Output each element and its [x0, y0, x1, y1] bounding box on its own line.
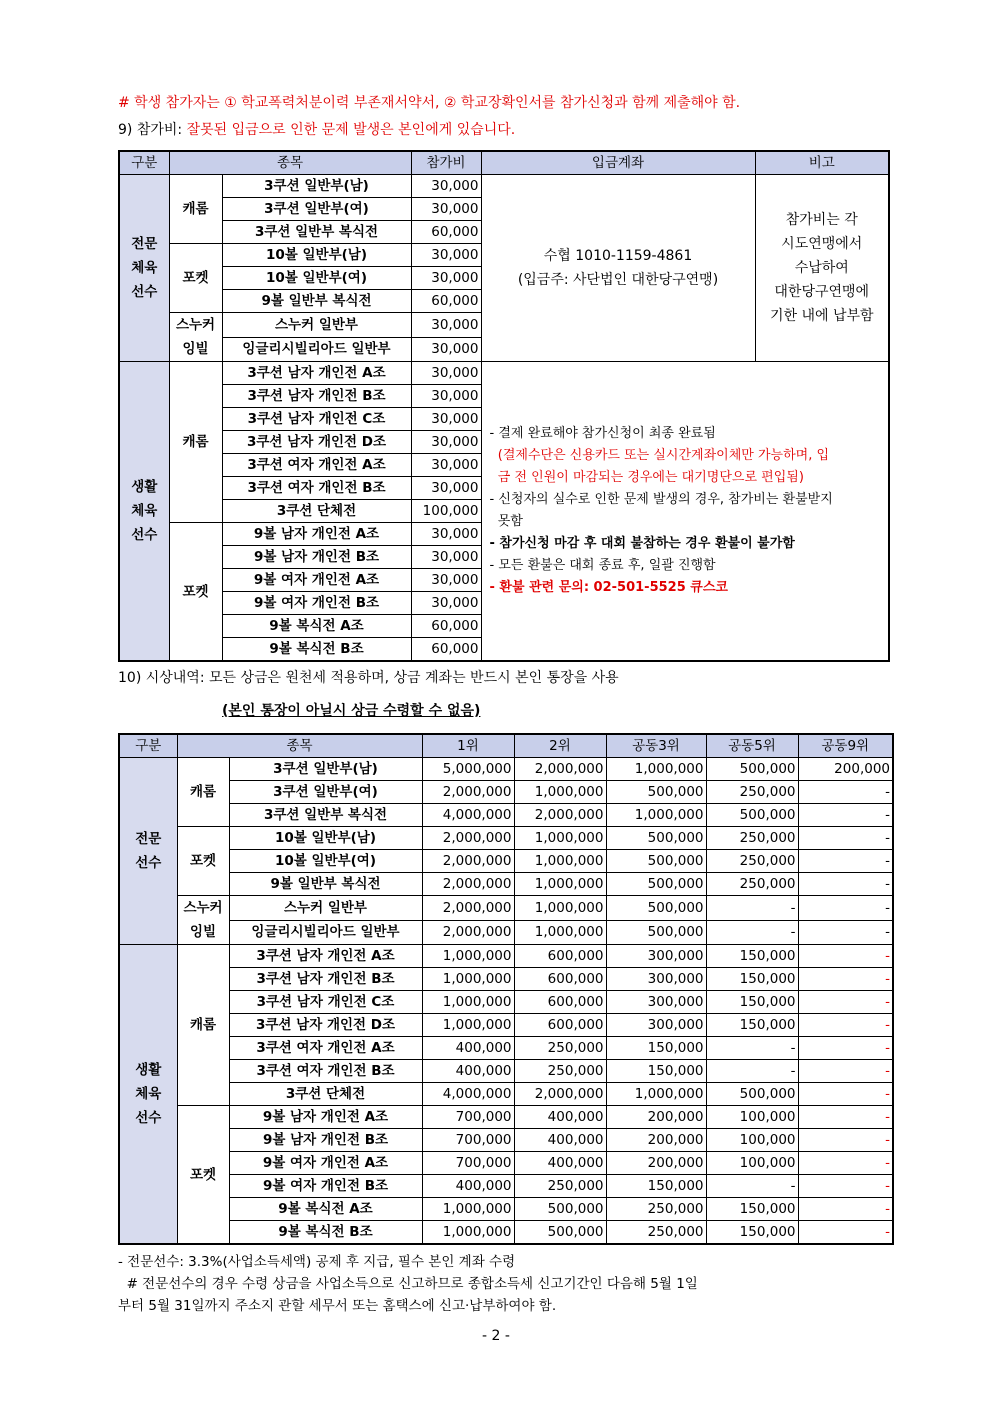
prize-header-fifth: 공동5위 — [706, 734, 798, 758]
fee-value: 30,000 — [411, 569, 481, 592]
prize-value: 500,000 — [514, 1198, 606, 1221]
prize-value: - — [798, 920, 893, 945]
table-row — [119, 1083, 893, 1106]
prize-value: 400,000 — [422, 1175, 514, 1198]
event-name: 3쿠션 남자 개인전 B조 — [229, 968, 422, 991]
prize-value: - — [798, 1221, 893, 1245]
prize-value: 200,000 — [606, 1129, 706, 1152]
prize-value: - — [798, 1083, 893, 1106]
prize-value: 1,000,000 — [422, 968, 514, 991]
table-row — [119, 781, 893, 804]
fee-value: 30,000 — [411, 313, 481, 338]
prize-value: 200,000 — [606, 1106, 706, 1129]
event-name: 3쿠션 여자 개인전 B조 — [222, 477, 411, 500]
prize-value: 500,000 — [606, 850, 706, 873]
prize-value: - — [798, 968, 893, 991]
event-name: 잉글리시빌리아드 일반부 — [229, 920, 422, 945]
prize-value: 300,000 — [606, 945, 706, 968]
table-row — [119, 991, 893, 1014]
prize-value: 5,000,000 — [422, 758, 514, 781]
prize-value: 150,000 — [706, 968, 798, 991]
prize-value: 100,000 — [706, 1106, 798, 1129]
prize-value: - — [798, 1106, 893, 1129]
event-name: 9볼 남자 개인전 B조 — [229, 1129, 422, 1152]
event-name: 10볼 일반부(남) — [222, 244, 411, 267]
prize-value: 1,000,000 — [514, 873, 606, 896]
table-row — [119, 1175, 893, 1198]
fee-table — [118, 150, 890, 662]
event-name: 3쿠션 여자 개인전 A조 — [222, 454, 411, 477]
prize-value: 1,000,000 — [422, 945, 514, 968]
event-name: 9볼 남자 개인전 B조 — [222, 546, 411, 569]
fee-label: 9) 참가비: — [118, 122, 183, 138]
prize-value: 250,000 — [706, 781, 798, 804]
pro-group-label: 전문 체육 선수 — [119, 175, 169, 362]
footer-note-2: # 전문선수의 경우 수령 상금을 사업소득으로 신고하므로 종합소득세 신고기간인 다음해 5월 1일 — [118, 1276, 698, 1292]
prize-value: 4,000,000 — [422, 1083, 514, 1106]
amateur-group-label: 생활 체육 선수 — [119, 945, 177, 1245]
prize-value: 200,000 — [606, 1152, 706, 1175]
prize-value: 400,000 — [514, 1152, 606, 1175]
footer-note-3: 부터 5월 31일까지 주소지 관할 세무서 또는 홈택스에 신고·납부하여야 함. — [118, 1298, 557, 1314]
fee-value: 60,000 — [411, 615, 481, 638]
prize-value: 250,000 — [706, 873, 798, 896]
fee-header-event: 종목 — [169, 151, 411, 175]
prize-value: 500,000 — [606, 873, 706, 896]
event-name: 9볼 여자 개인전 B조 — [229, 1175, 422, 1198]
event-name: 3쿠션 일반부(여) — [222, 198, 411, 221]
prize-value: 600,000 — [514, 1014, 606, 1037]
table-row — [119, 1221, 893, 1245]
prize-value: - — [706, 920, 798, 945]
prize-value: 400,000 — [422, 1060, 514, 1083]
prize-value: - — [798, 1175, 893, 1198]
prize-value: 1,000,000 — [514, 781, 606, 804]
table-row — [119, 896, 893, 921]
event-name: 3쿠션 여자 개인전 A조 — [229, 1037, 422, 1060]
prize-value: 500,000 — [606, 896, 706, 921]
prize-value: 2,000,000 — [422, 873, 514, 896]
prize-value: 250,000 — [706, 827, 798, 850]
table-row — [119, 1152, 893, 1175]
fee-value: 30,000 — [411, 362, 481, 385]
table-row — [119, 920, 893, 945]
event-name: 9볼 복식전 B조 — [222, 638, 411, 662]
prize-value: 500,000 — [706, 804, 798, 827]
prize-header-first: 1위 — [422, 734, 514, 758]
event-name: 10볼 일반부(여) — [229, 850, 422, 873]
footer-note-1: - 전문선수: 3.3%(사업소득세액) 공제 후 지급, 필수 본인 계좌 수령 — [118, 1254, 516, 1270]
prize-value: 700,000 — [422, 1152, 514, 1175]
prize-value: 2,000,000 — [422, 781, 514, 804]
fee-header-fee: 참가비 — [411, 151, 481, 175]
refund-note: - 모든 환불은 대회 종료 후, 일괄 진행함 — [489, 558, 716, 573]
prize-value: 150,000 — [706, 991, 798, 1014]
event-name: 3쿠션 남자 개인전 A조 — [229, 945, 422, 968]
fee-header-account: 입금계좌 — [481, 151, 755, 175]
event-name: 3쿠션 남자 개인전 B조 — [222, 385, 411, 408]
prize-value: 300,000 — [606, 1014, 706, 1037]
refund-note: - 환불 관련 문의: 02-501-5525 큐스코 — [489, 580, 728, 595]
pro-group-label: 전문 선수 — [119, 758, 177, 945]
amateur-carom-label: 캐롬 — [177, 945, 229, 1106]
prize-value: - — [706, 1175, 798, 1198]
prize-value: 300,000 — [606, 991, 706, 1014]
prize-value: 1,000,000 — [422, 1198, 514, 1221]
prize-value: 700,000 — [422, 1106, 514, 1129]
event-name: 3쿠션 일반부 복식전 — [222, 221, 411, 244]
event-name: 3쿠션 일반부(여) — [229, 781, 422, 804]
prize-value: 200,000 — [798, 758, 893, 781]
refund-note: 못함 — [489, 514, 523, 529]
fee-value: 60,000 — [411, 290, 481, 313]
prize-value: 600,000 — [514, 968, 606, 991]
prize-table — [118, 733, 894, 1245]
refund-note: - 참가신청 마감 후 대회 불참하는 경우 환불이 불가함 — [489, 536, 795, 551]
table-row — [119, 1106, 893, 1129]
event-name: 9볼 복식전 A조 — [222, 615, 411, 638]
fee-value: 30,000 — [411, 244, 481, 267]
prize-value: 2,000,000 — [514, 804, 606, 827]
prize-value: 1,000,000 — [606, 758, 706, 781]
event-name: 3쿠션 남자 개인전 D조 — [229, 1014, 422, 1037]
prize-value: 600,000 — [514, 945, 606, 968]
fee-warning: 잘못된 입금으로 인한 문제 발생은 본인에게 있습니다. — [186, 122, 516, 138]
event-name: 3쿠션 남자 개인전 C조 — [229, 991, 422, 1014]
prize-value: 250,000 — [514, 1175, 606, 1198]
prize-value: 500,000 — [706, 758, 798, 781]
prize-value: 2,000,000 — [422, 920, 514, 945]
event-name: 9볼 여자 개인전 A조 — [229, 1152, 422, 1175]
prize-value: 150,000 — [706, 945, 798, 968]
event-name: 9볼 남자 개인전 A조 — [229, 1106, 422, 1129]
prize-value: 500,000 — [706, 1083, 798, 1106]
event-name: 9볼 복식전 B조 — [229, 1221, 422, 1245]
fee-value: 30,000 — [411, 592, 481, 615]
event-name: 3쿠션 남자 개인전 A조 — [222, 362, 411, 385]
prize-header-category: 구분 — [119, 734, 177, 758]
prize-value: 150,000 — [606, 1060, 706, 1083]
table-row — [119, 362, 889, 385]
pro-snooker-label: 스누커 잉빌 — [177, 896, 229, 945]
table-row — [119, 873, 893, 896]
fee-value: 30,000 — [411, 477, 481, 500]
prize-value: 1,000,000 — [514, 850, 606, 873]
account-number: 수협 1010-1159-4861 — [543, 248, 693, 264]
event-name: 3쿠션 단체전 — [222, 500, 411, 523]
prize-value: 1,000,000 — [606, 804, 706, 827]
amateur-carom-label: 캐롬 — [169, 362, 222, 523]
prize-value: - — [706, 1037, 798, 1060]
table-row — [119, 1037, 893, 1060]
prize-value: 150,000 — [706, 1198, 798, 1221]
fee-value: 30,000 — [411, 546, 481, 569]
fee-section-title — [118, 119, 515, 139]
fee-header-category: 구분 — [119, 151, 169, 175]
page-number: - 2 - — [482, 1328, 510, 1344]
prize-value: - — [798, 1152, 893, 1175]
prize-value: 4,000,000 — [422, 804, 514, 827]
amateur-group-label: 생활 체육 선수 — [119, 362, 169, 662]
account-info — [481, 175, 755, 362]
amateur-pocket-label: 포켓 — [177, 1106, 229, 1245]
table-row — [119, 175, 889, 198]
prize-value: - — [798, 896, 893, 921]
event-name: 9볼 일반부 복식전 — [222, 290, 411, 313]
prize-header-third: 공동3위 — [606, 734, 706, 758]
prize-value: - — [798, 827, 893, 850]
fee-value: 30,000 — [411, 267, 481, 290]
event-name: 9볼 여자 개인전 B조 — [222, 592, 411, 615]
prize-value: 1,000,000 — [514, 827, 606, 850]
prize-value: 1,000,000 — [606, 1083, 706, 1106]
table-row — [119, 804, 893, 827]
prize-value: 400,000 — [422, 1037, 514, 1060]
prize-value: 500,000 — [606, 827, 706, 850]
refund-note: (결제수단은 신용카드 또는 실시간계좌이체만 가능하며, 입 — [489, 448, 830, 463]
prize-warning: (본인 통장이 아닐시 상금 수령할 수 없음) — [222, 703, 481, 719]
table-row — [119, 1198, 893, 1221]
fee-header-row — [119, 151, 889, 175]
table-row — [119, 827, 893, 850]
pro-pocket-label: 포켓 — [169, 244, 222, 313]
prize-value: - — [798, 945, 893, 968]
event-name: 3쿠션 일반부 복식전 — [229, 804, 422, 827]
pro-snooker-label: 스누커 잉빌 — [169, 313, 222, 362]
prize-value: 500,000 — [514, 1221, 606, 1245]
prize-value: - — [798, 804, 893, 827]
fee-value: 100,000 — [411, 500, 481, 523]
prize-value: - — [798, 1129, 893, 1152]
prize-value: 300,000 — [606, 968, 706, 991]
prize-value: 150,000 — [606, 1037, 706, 1060]
fee-value: 60,000 — [411, 638, 481, 662]
prize-value: 1,000,000 — [422, 1014, 514, 1037]
prize-value: - — [706, 1060, 798, 1083]
prize-value: 1,000,000 — [422, 991, 514, 1014]
prize-value: 250,000 — [514, 1037, 606, 1060]
prize-value: - — [798, 1037, 893, 1060]
event-name: 스누커 일반부 — [229, 896, 422, 921]
prize-value: - — [798, 1198, 893, 1221]
table-row — [119, 850, 893, 873]
prize-value: - — [798, 991, 893, 1014]
pro-carom-label: 캐롬 — [177, 758, 229, 827]
prize-header-row — [119, 734, 893, 758]
fee-header-remark: 비고 — [755, 151, 889, 175]
event-name: 3쿠션 남자 개인전 C조 — [222, 408, 411, 431]
prize-value: - — [798, 1060, 893, 1083]
fee-value: 30,000 — [411, 523, 481, 546]
fee-value: 30,000 — [411, 175, 481, 198]
refund-note: - 신청자의 실수로 인한 문제 발생의 경우, 참가비는 환불받지 — [489, 492, 833, 507]
event-name: 3쿠션 일반부(남) — [222, 175, 411, 198]
prize-value: - — [798, 873, 893, 896]
prize-value: 400,000 — [514, 1129, 606, 1152]
event-name: 10볼 일반부(여) — [222, 267, 411, 290]
prize-value: 2,000,000 — [422, 850, 514, 873]
event-name: 9볼 여자 개인전 A조 — [222, 569, 411, 592]
prize-value: 1,000,000 — [514, 920, 606, 945]
prize-value: 250,000 — [606, 1198, 706, 1221]
prize-value: 600,000 — [514, 991, 606, 1014]
table-row — [119, 1129, 893, 1152]
amateur-pocket-label: 포켓 — [169, 523, 222, 662]
pro-carom-label: 캐롬 — [169, 175, 222, 244]
prize-value: 700,000 — [422, 1129, 514, 1152]
prize-value: 250,000 — [706, 850, 798, 873]
refund-notes-list — [490, 423, 883, 599]
prize-value: 2,000,000 — [422, 896, 514, 921]
prize-section-title: 10) 시상내역: 모든 상금은 원천세 적용하며, 상금 계좌는 반드시 본인 통장을 사용 — [118, 670, 619, 686]
fee-value: 30,000 — [411, 337, 481, 362]
prize-value: 250,000 — [606, 1221, 706, 1245]
prize-value: 2,000,000 — [514, 1083, 606, 1106]
event-name: 9볼 복식전 A조 — [229, 1198, 422, 1221]
prize-value: 100,000 — [706, 1152, 798, 1175]
account-holder: (입금주: 사단법인 대한당구연맹) — [517, 272, 719, 288]
prize-header-ninth: 공동9위 — [798, 734, 893, 758]
prize-value: 2,000,000 — [514, 758, 606, 781]
prize-value: 1,000,000 — [422, 1221, 514, 1245]
event-name: 9볼 남자 개인전 A조 — [222, 523, 411, 546]
prize-value: 2,000,000 — [422, 827, 514, 850]
table-row — [119, 758, 893, 781]
prize-value: - — [798, 781, 893, 804]
refund-note: - 결제 완료해야 참가신청이 최종 완료됨 — [489, 426, 716, 441]
event-name: 3쿠션 일반부(남) — [229, 758, 422, 781]
table-row — [119, 1060, 893, 1083]
fee-value: 30,000 — [411, 454, 481, 477]
event-name: 9볼 일반부 복식전 — [229, 873, 422, 896]
event-name: 10볼 일반부(남) — [229, 827, 422, 850]
fee-value: 30,000 — [411, 408, 481, 431]
refund-notes — [481, 362, 889, 662]
prize-value: 400,000 — [514, 1106, 606, 1129]
pro-pocket-label: 포켓 — [177, 827, 229, 896]
student-notice: # 학생 참가자는 ① 학교폭력처분이력 부존재서약서, ② 학교장확인서를 참가신청과 함께 제출해야 함. — [118, 95, 741, 111]
event-name: 잉글리시빌리아드 일반부 — [222, 337, 411, 362]
prize-value: - — [798, 1014, 893, 1037]
prize-value: 150,000 — [706, 1221, 798, 1245]
fee-value: 30,000 — [411, 385, 481, 408]
event-name: 3쿠션 남자 개인전 D조 — [222, 431, 411, 454]
event-name: 3쿠션 여자 개인전 B조 — [229, 1060, 422, 1083]
table-row — [119, 945, 893, 968]
footer-notes — [118, 1251, 698, 1317]
prize-header-second: 2위 — [514, 734, 606, 758]
prize-value: - — [798, 850, 893, 873]
fee-remark: 참가비는 각 시도연맹에서 수납하여 대한당구연맹에 기한 내에 납부함 — [755, 175, 889, 362]
table-row — [119, 968, 893, 991]
refund-note: 금 전 인원이 마감되는 경우에는 대기명단으로 편입됨) — [489, 470, 804, 485]
prize-value: 500,000 — [606, 920, 706, 945]
prize-value: 150,000 — [706, 1014, 798, 1037]
prize-value: 250,000 — [514, 1060, 606, 1083]
event-name: 스누커 일반부 — [222, 313, 411, 338]
prize-value: 500,000 — [606, 781, 706, 804]
table-row — [119, 1014, 893, 1037]
fee-value: 30,000 — [411, 431, 481, 454]
prize-header-event: 종목 — [177, 734, 422, 758]
fee-value: 60,000 — [411, 221, 481, 244]
prize-value: 150,000 — [606, 1175, 706, 1198]
event-name: 3쿠션 단체전 — [229, 1083, 422, 1106]
prize-value: 1,000,000 — [514, 896, 606, 921]
prize-value: - — [706, 896, 798, 921]
fee-value: 30,000 — [411, 198, 481, 221]
prize-value: 100,000 — [706, 1129, 798, 1152]
